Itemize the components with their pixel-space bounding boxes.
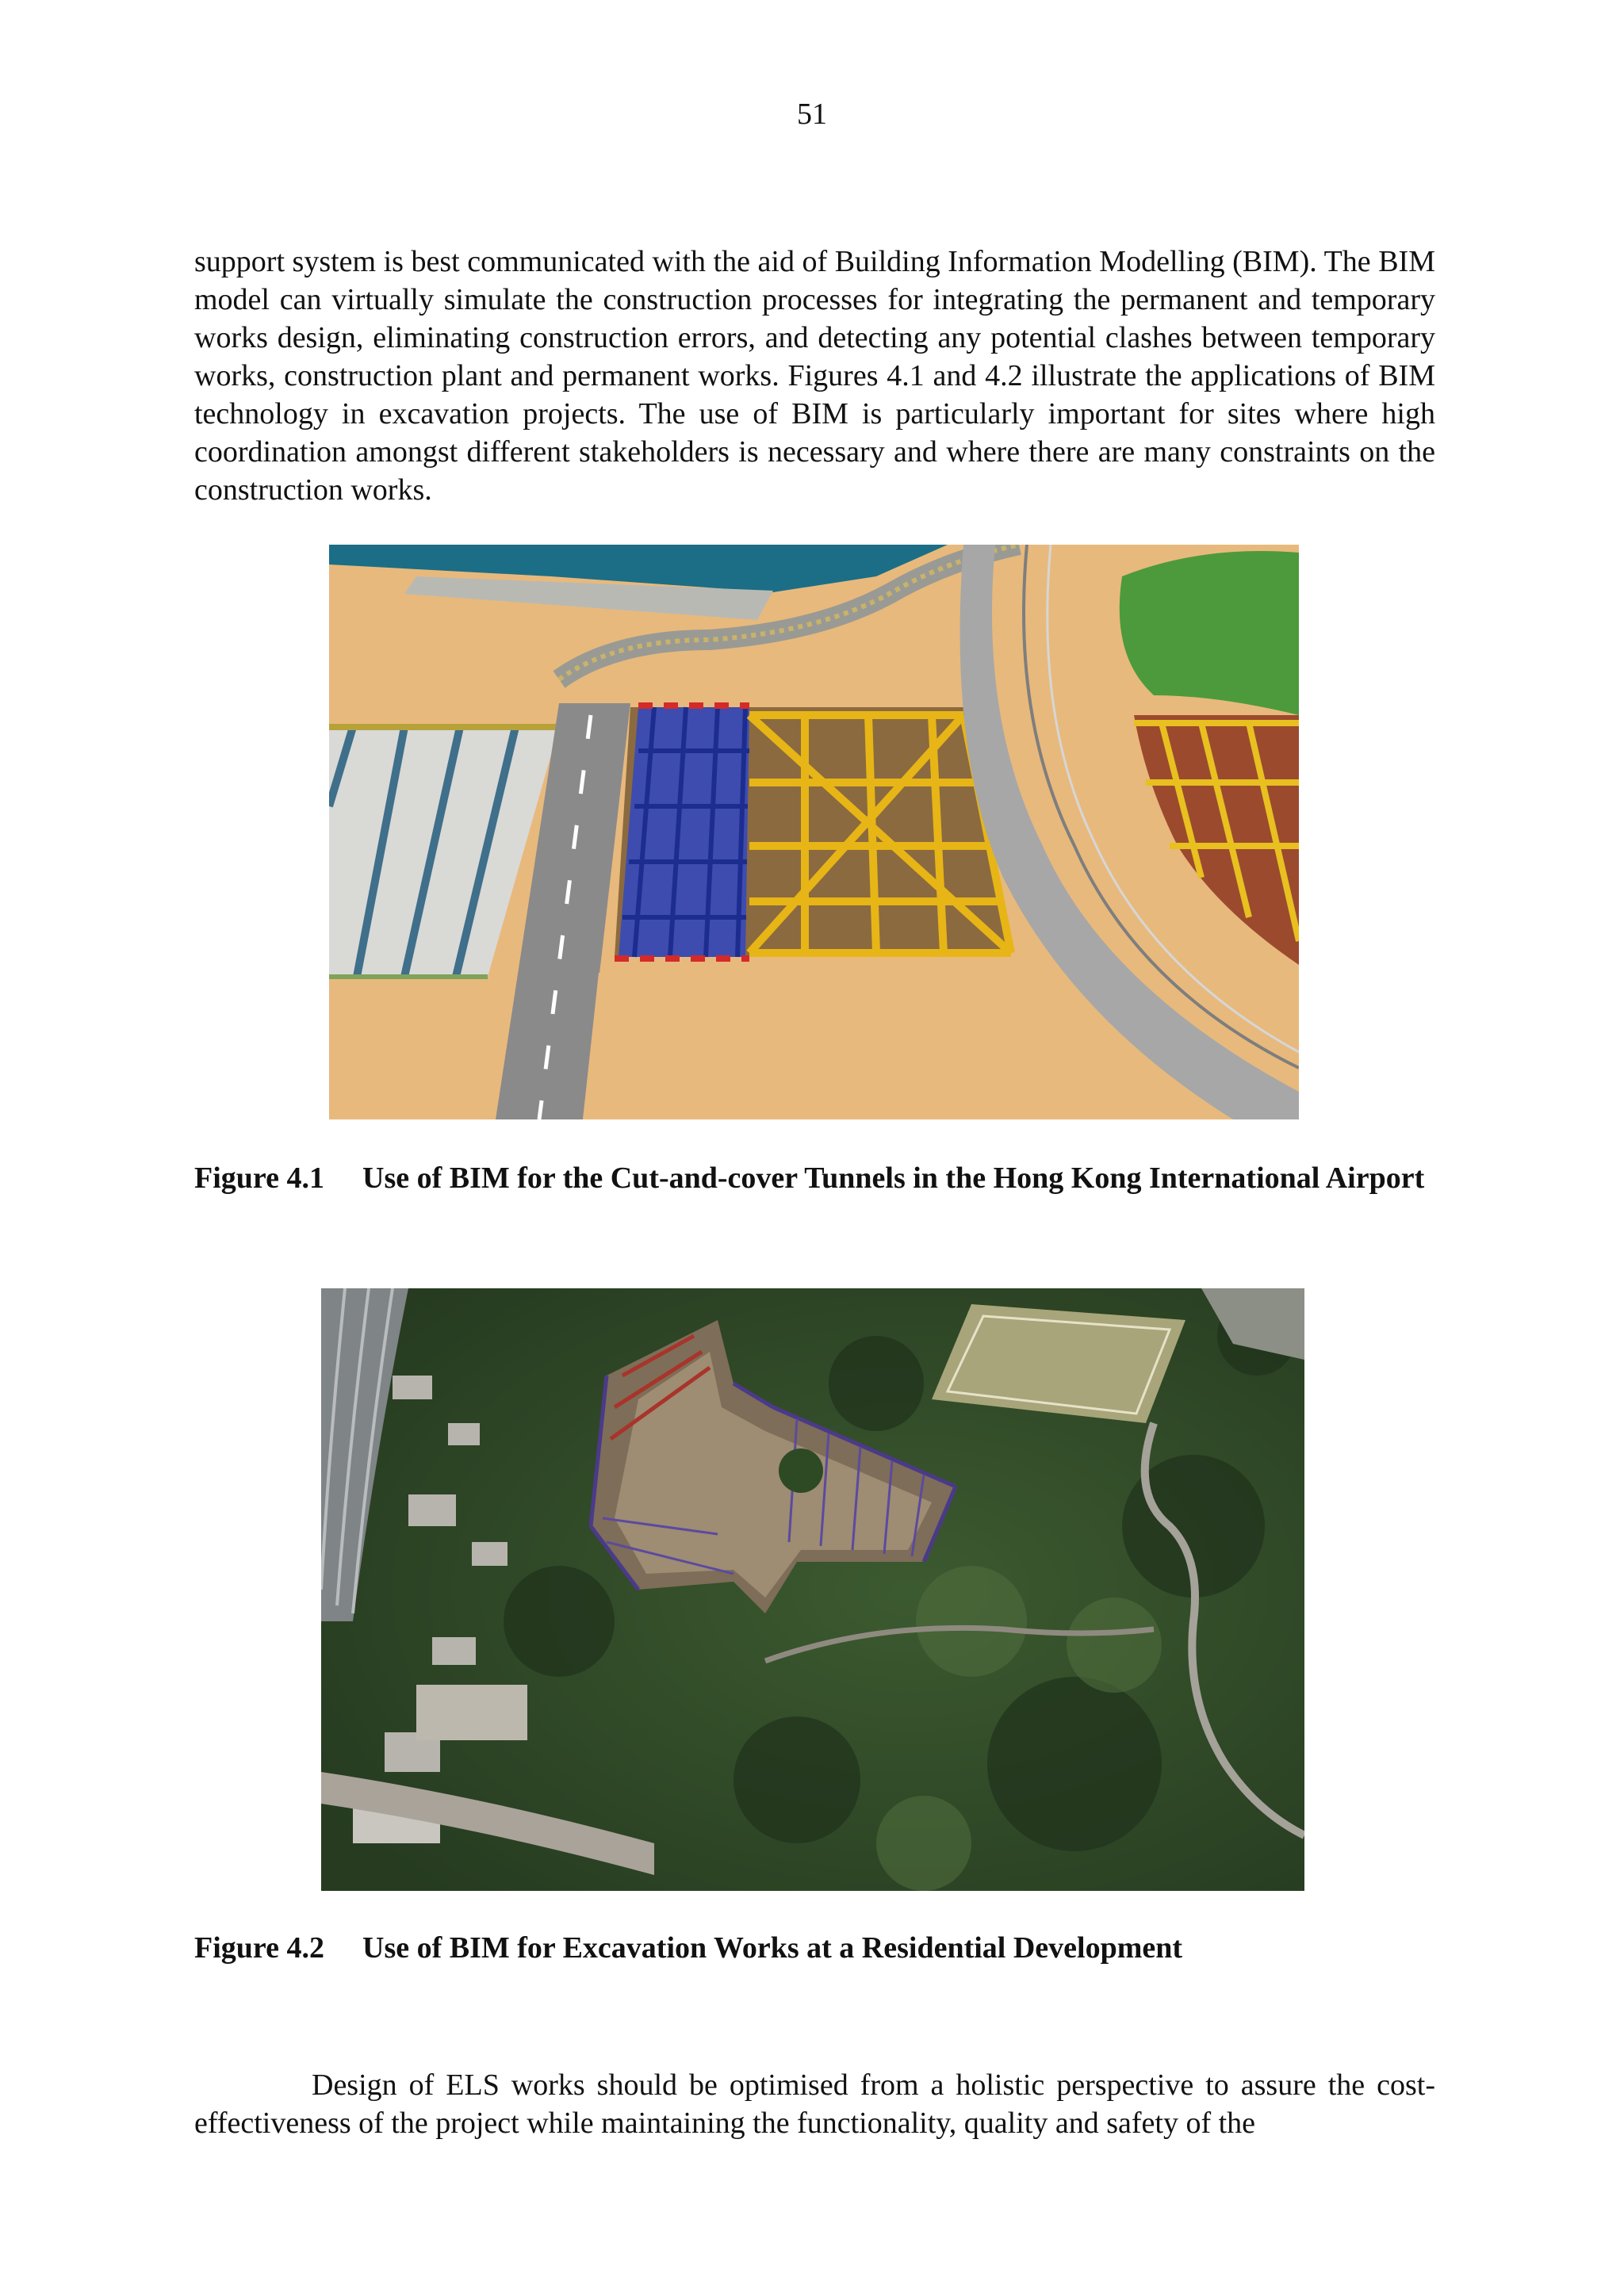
figure-4-1-image — [329, 545, 1299, 1119]
figure-4-2-image — [321, 1288, 1304, 1891]
figure-4-1-number: Figure 4.1 — [194, 1161, 324, 1195]
figure-4-2-number: Figure 4.2 — [194, 1931, 324, 1965]
closing-paragraph: Design of ELS works should be optimised from a holistic perspective to assure the cost-effectiveness of the project while maintaining the functionality, quality and safety of the — [194, 2068, 1435, 2140]
intro-paragraph: support system is best communicated with the aid of Building Information Modelling (BIM). The BIM model can virtually simulate the construction processes for integrating the permanent and temporary works design, eliminating construction errors, and detecting any potential clashes between temporary works, construction plant and permanent works. Figures 4.1 and 4.2 illustrate the applications of BIM technology in excavation projects. The use of BIM is particularly important for sites where high coordination amongst different stakeholders is necessary and where there are many constraints on the construction works. — [194, 245, 1435, 507]
figure-4-1-caption-text: Use of BIM for the Cut-and-cover Tunnels in the Hong Kong International Airport — [362, 1161, 1425, 1195]
bim-tunnel-render — [329, 545, 1299, 1119]
bim-excavation-aerial — [321, 1288, 1304, 1891]
page-number: 51 — [797, 98, 827, 131]
figure-4-2-caption-text: Use of BIM for Excavation Works at a Residential Development — [362, 1931, 1183, 1965]
